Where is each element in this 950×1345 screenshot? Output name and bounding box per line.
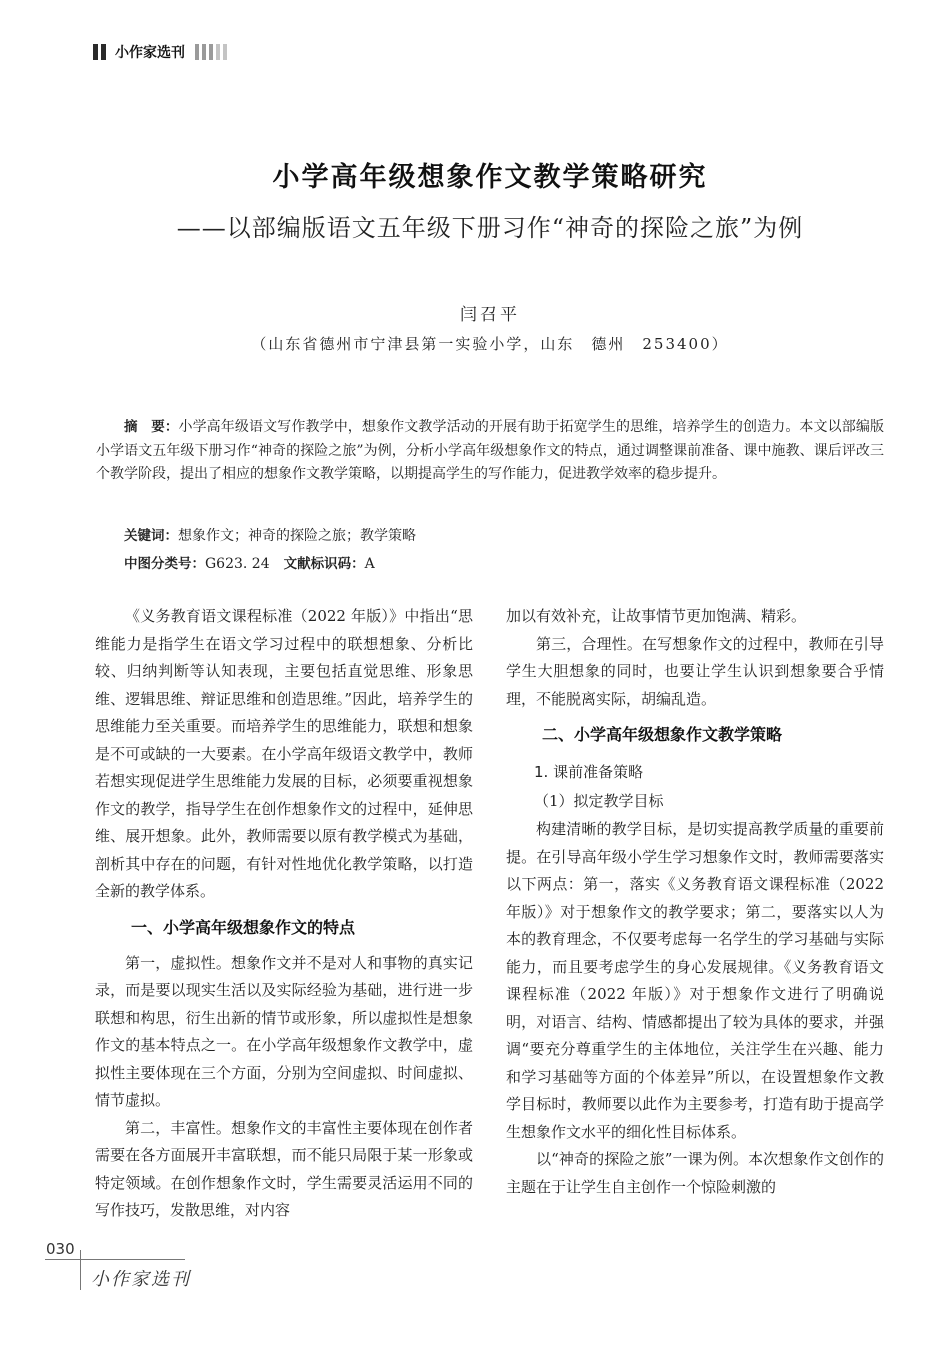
author-name: 闫召平 [460, 305, 520, 325]
header-bar-mark [101, 44, 106, 60]
header-grey-mark [202, 44, 206, 60]
body-paragraph: 加以有效补充，让故事情节更加饱满、精彩。 [506, 607, 807, 625]
classification [96, 552, 884, 572]
header-grey-mark [195, 44, 199, 60]
body-paragraph: 第一，虚拟性。想象作文并不是对人和事物的真实记录，而是要以现实生活以及实际经验为基础，进行进一步联想和构思，衍生出新的情节或形象，所以虚拟性是想象作文的基本特点之一。在小学高年级想象作文教学中，虚拟性主要体现在三个方面，分别为空间虚拟、时间虚拟、情节虚拟。 [95, 953, 473, 1109]
body-paragraph: 第二，丰富性。想象作文的丰富性主要体现在创作者需要在各方面展开丰富联想，而不能只局限于某一形象或特定领域。在创作想象作文时，学生需要灵活运用不同的写作技巧，发散思维，对内容 [95, 1118, 473, 1219]
header-grey-mark [223, 44, 227, 60]
header-bar-mark [93, 44, 98, 60]
footer-rule [80, 1250, 81, 1290]
body-paragraph: 第三，合理性。在写想象作文的过程中，教师在引导学生大胆想象的同时，也要让学生认识到想象要合乎情理，不能脱离实际，胡编乱造。 [506, 634, 884, 708]
body-paragraph: 以“神奇的探险之旅”一课为例。本次想象作文创作的主题在于让学生自主创作一个惊险刺激的 [506, 1150, 884, 1196]
abstract-label: 摘 要： [124, 419, 179, 435]
author-affiliation: （山东省德州市宁津县第一实验小学，山东 德州 253400） [251, 335, 729, 353]
doc-code-label: 文献标识码： [283, 556, 365, 572]
header-grey-mark [209, 44, 213, 60]
body-paragraph: 构建清晰的教学目标，是切实提高教学质量的重要前提。在引导高年级小学生学习想象作文时，教师需要落实以下两点：第一，落实《义务教育语文课程标准（2022 年版）》对于想象作文的教学要求；第二，要落实以人为本的教育理念，不仅要考虑每一名学生的学习基础与实际能力，而且要考虑学生的身心发展规律。《义务教育语文课程标准（2022 年版）》对于想象作文进行了明确说明，对语言、结构、情感都提出了较为具体的要求，并强调“要充分尊重学生的主体地位，关注学生在兴趣、能力和学习基础等方面的个体差异”所以，在设置想象作文教学目标时，教师要以此作为主要参考，打造有助于提高学生想象作文水平的细化性目标体系。 [506, 820, 884, 1141]
keywords [96, 524, 884, 545]
body-paragraph: 《义务教育语文课程标准（2022 年版）》中指出“思维能力是指学生在语文学习过程中的联想想象、分析比较、归纳判断等认知表现，主要包括直觉思维、形象思维、逻辑思维、辩证思维和创造思维。”因此，培养学生的思维能力至关重要。而培养学生的思维能力，联想和想象是不可或缺的一大要素。在小学高年级语文教学中，教师若想实现促进学生思维能力发展的目标，必须要重视想象作文的教学，指导学生在创作想象作文的过程中，延伸思维、展开想象。此外，教师需要以原有教学模式为基础，剖析其中存在的问题，有针对性地优化教学策略，以打造全新的教学体系。 [95, 607, 473, 900]
footer-rule [45, 1259, 185, 1260]
article-subtitle: ——以部编版语文五年级下册习作“神奇的探险之旅”为例 [176, 214, 804, 242]
keywords-text: 想象作文；神奇的探险之旅；教学策略 [178, 528, 416, 544]
header-grey-mark [216, 44, 220, 60]
section-heading: 一、小学高年级想象作文的特点 [131, 917, 356, 937]
right-column [506, 603, 884, 1201]
article-title: 小学高年级想象作文教学策略研究 [272, 162, 708, 193]
clc-label: 中图分类号： [124, 556, 205, 572]
subsection-heading: 1. 课前准备策略 [534, 763, 644, 781]
abstract-text: 小学高年级语文写作教学中，想象作文教学活动的开展有助于拓宽学生的思维，培养学生的创造力。本文以部编版小学语文五年级下册习作“神奇的探险之旅”为例，分析小学高年级想象作文的特点，通过调整课前准备、课中施教、课后评改三个教学阶段，提出了相应的想象作文教学策略，以期提高学生的写作能力，促进教学效率的稳步提升。 [96, 419, 884, 482]
page-number: 030 [46, 1240, 75, 1258]
journal-name: 小作家选刊 [115, 45, 185, 61]
running-header [93, 40, 230, 64]
left-column [95, 603, 473, 1225]
keywords-label: 关键词： [124, 528, 178, 544]
section-heading: 二、小学高年级想象作文教学策略 [542, 725, 783, 744]
abstract [96, 416, 884, 487]
clc-value: G623. 24 [205, 556, 270, 572]
doc-code-value: A [364, 556, 375, 572]
footer-logo: 小作家选刊 [91, 1269, 191, 1290]
subsubsection-heading: （1）拟定教学目标 [534, 792, 664, 810]
